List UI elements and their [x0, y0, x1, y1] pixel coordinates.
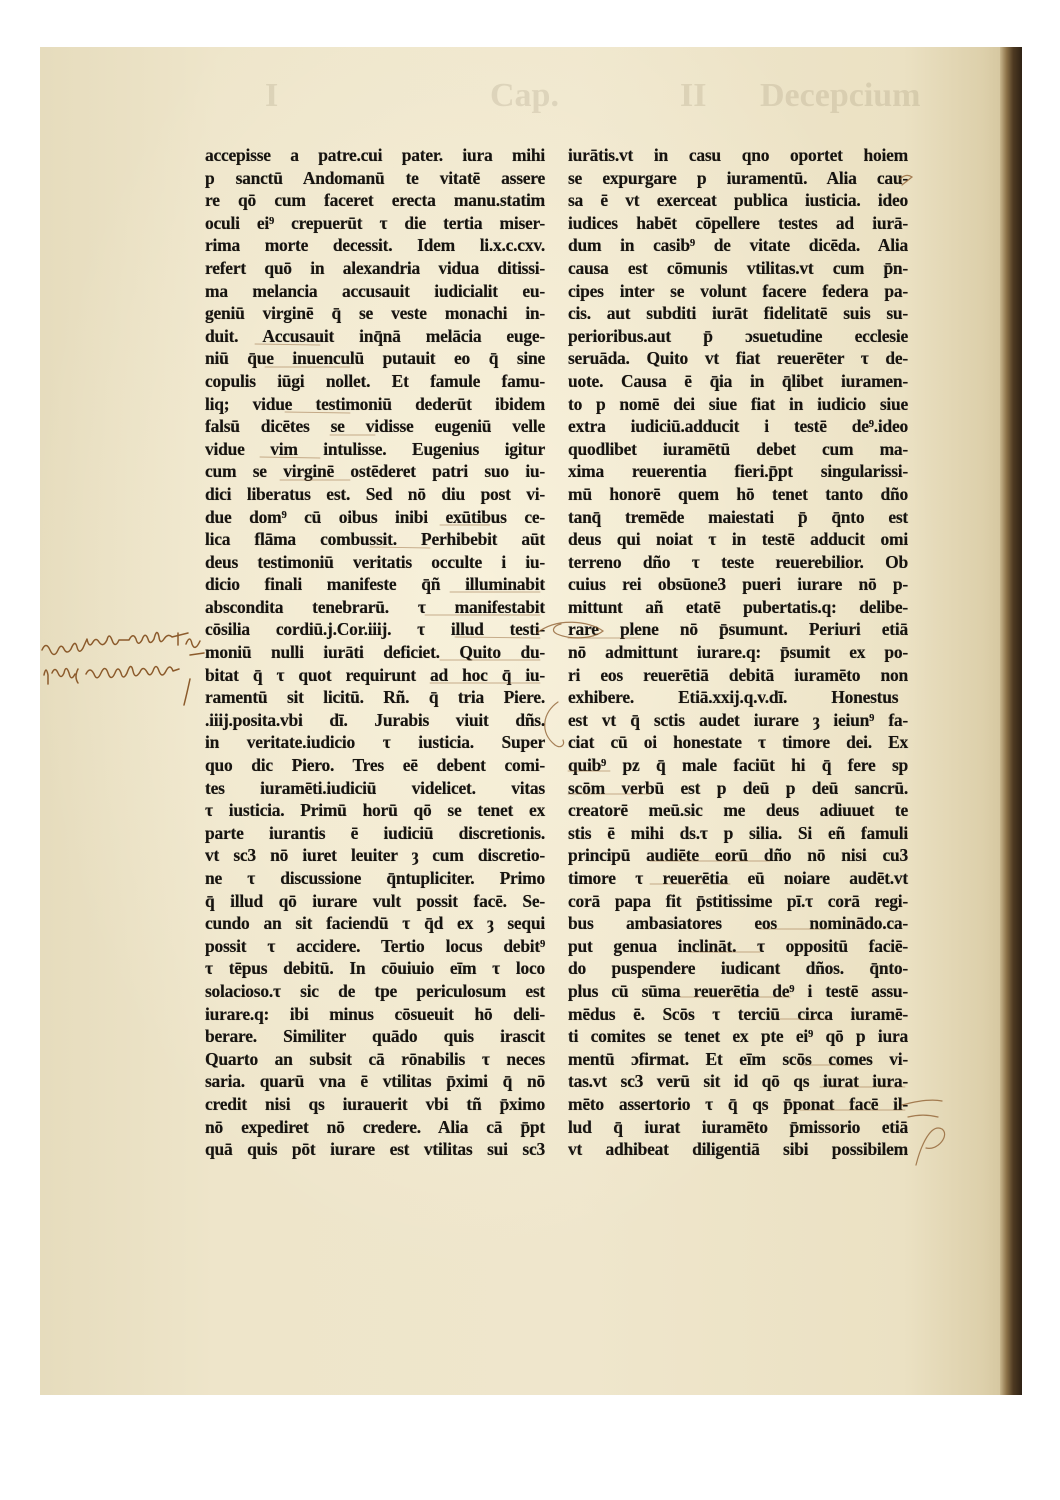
text-line [205, 754, 545, 777]
text-line [568, 234, 908, 257]
line-text: berare. Similiter quādo quis irascit [205, 1026, 545, 1047]
line-text: Quarto an subsit cā rōnabilis τ neces [205, 1048, 545, 1069]
line-text: plus cū sūma reuerētia de⁹ i testē assu- [568, 980, 908, 1001]
line-text: rima morte decessit. Idem li.x.c.cxv. [205, 235, 545, 256]
text-line [568, 1070, 908, 1093]
line-text: to p nomē dei siue fiat in iudicio siue [568, 393, 908, 414]
line-text: geniū virginē q̄ se veste monachi in- [205, 303, 545, 324]
text-line [205, 302, 545, 325]
text-line [568, 212, 908, 235]
text-line [568, 1138, 908, 1161]
line-text: duit. Accusauit inq̄nā melācia euge- [205, 325, 545, 346]
line-text: vt sc3 nō iuret leuiter ȝ cum discretio- [205, 845, 545, 866]
text-line [568, 573, 908, 596]
text-line [205, 731, 545, 754]
line-text: principū audiēte eorū dño nō nisi cu3 [568, 845, 908, 866]
text-line [205, 573, 545, 596]
text-line [568, 980, 908, 1003]
text-line [568, 528, 908, 551]
line-text: timore τ reuerētia eū noiare audēt.vt [568, 868, 908, 888]
text-line [205, 641, 545, 664]
line-text: nō expediret nō credere. Alia cā p̄pt [205, 1116, 545, 1137]
line-text: ciat cū oi honestate τ timore dei. Ex [568, 732, 908, 753]
text-line [205, 167, 545, 190]
line-text: ramentū sit licitū. Rñ. q̄ tria Piere. [205, 687, 545, 708]
book-page [40, 47, 1022, 1395]
text-line [205, 257, 545, 280]
line-text: tanq̄ tremēde maiestati p̄ q̄nto est [568, 506, 908, 527]
line-text: niū q̄ue inuenculū putauit eo q̄ sine [205, 348, 545, 369]
text-line [205, 980, 545, 1003]
line-text: dici liberatus est. Sed nō diu post vi- [205, 483, 545, 504]
line-text: uote. Causa ē q̄ia in q̄libet iuramen- [568, 370, 908, 391]
text-line [568, 777, 908, 800]
line-text: dicio finali manifeste q̄ñ illuminabit [205, 574, 545, 595]
text-line [568, 370, 908, 393]
running-head-showthrough: Cap. [490, 77, 559, 114]
line-text: τ iusticia. Primū horū qō se tenet ex [205, 800, 545, 821]
left-text-column [205, 144, 545, 1161]
line-text: due dom⁹ cū oibus inibi exūtibus ce- [205, 506, 545, 527]
text-line [568, 144, 908, 167]
text-line [568, 551, 908, 574]
line-text: put genua inclināt. τ oppositū faciē- [568, 935, 908, 956]
line-text: cōsilia cordiū.j.Cor.iiij. τ illud testi- [205, 619, 545, 640]
text-line [205, 596, 545, 619]
text-line [205, 686, 545, 709]
text-line [205, 280, 545, 303]
text-line [205, 1093, 545, 1116]
line-text: tes iuramēti.iudiciū videlicet. vitas [205, 777, 545, 798]
text-line [205, 234, 545, 257]
line-text: scōm verbū est p deū p deū sancrū. [568, 777, 908, 798]
running-head-showthrough: Decepcium [760, 77, 921, 114]
line-text: falsū dicētes se vidisse eugeniū velle [205, 416, 545, 437]
text-line [568, 460, 908, 483]
line-text: iurare.q: ibi minus cōsueuit hō deli- [205, 1003, 545, 1024]
line-text: terreno dño τ teste reuerebilior. Ob [568, 551, 908, 572]
text-line [205, 890, 545, 913]
text-line [568, 415, 908, 438]
text-line [568, 1048, 908, 1071]
line-text: ti comites se tenet ex pte ei⁹ qō p iura [568, 1026, 908, 1047]
text-line [568, 393, 908, 416]
line-text: lud q̄ iurat iuramēto p̄missorio etiā [568, 1116, 908, 1137]
line-text: exhibere. Etiā.xxij.q.v.dī. Honestus [568, 687, 899, 708]
line-text: nō admittunt iurare.q: p̄sumit ex po- [568, 642, 908, 663]
text-line [205, 483, 545, 506]
line-text: perioribus.aut p̄ ɔsuetudine ecclesie [568, 325, 908, 346]
text-line [568, 664, 908, 687]
text-line [568, 822, 908, 845]
text-line [205, 618, 545, 641]
text-line [205, 709, 545, 732]
text-line [205, 1025, 545, 1048]
marginal-annotation [42, 632, 204, 705]
text-line [568, 1025, 908, 1048]
text-line [568, 890, 908, 913]
line-text: iudices habēt cōpellere testes ad iurā- [568, 212, 908, 233]
text-line [205, 212, 545, 235]
line-text: ne τ discussione q̄ntupliciter. Primo [205, 868, 545, 888]
text-line [568, 189, 908, 212]
text-line [205, 415, 545, 438]
line-text: τ tēpus debitū. In cōuiuio eīm τ loco [205, 958, 545, 979]
text-line [205, 867, 545, 890]
text-line [568, 325, 908, 348]
line-text: ri eos reuerētiā debitā iuramēto non [568, 664, 908, 685]
line-text: possit τ accidere. Tertio locus debit⁹ [205, 935, 545, 956]
line-text: iurātis.vt in casu qno oportet hoiem [568, 145, 908, 165]
text-line [568, 280, 908, 303]
text-line [205, 325, 545, 348]
line-text: p sanctū Andomanū te vitatē assere [205, 167, 545, 188]
line-text: parte iurantis ē iudiciū discretionis. [205, 822, 545, 843]
text-line [205, 822, 545, 845]
line-text: quodlibet iuramētū debet cum ma- [568, 438, 908, 459]
line-text: cipes inter se volunt facere federa pa- [568, 280, 908, 301]
line-text: seruāda. Quito vt fiat reuerēter τ de- [568, 348, 908, 369]
text-line [205, 844, 545, 867]
line-text: ma melancia accusauit iudicialit eu- [205, 280, 545, 301]
line-text: refert quō in alexandria vidua ditissi- [205, 257, 545, 278]
line-text: do puspendere iudicant dños. q̄nto- [568, 958, 908, 979]
line-text: quo dic Piero. Tres eē debent comi- [205, 755, 545, 776]
text-line [568, 302, 908, 325]
line-text: bitat q̄ τ quot requirunt ad hoc q̄ iu- [205, 664, 545, 685]
text-line [205, 799, 545, 822]
line-text: moniū nulli iurāti deficiet. Quito du- [205, 642, 545, 663]
line-text: abscondita tenebrarū. τ manifestabit [205, 596, 545, 617]
line-text: deus testimoniū veritatis occulte i iu- [205, 551, 545, 572]
text-line [568, 257, 908, 280]
line-text: deus qui noiat τ in testē adducit omi [568, 529, 908, 550]
line-text: cuius rei obsūone3 pueri iurare nō p- [568, 574, 908, 595]
text-line [205, 957, 545, 980]
right-text-column [568, 144, 908, 1161]
line-text: re qō cum faceret erecta manu.statim [205, 190, 545, 211]
text-line [205, 935, 545, 958]
text-line [205, 438, 545, 461]
line-text: tas.vt sc3 verū sit id qō qs iurat iura- [568, 1071, 908, 1092]
line-text: est vt q̄ sctis audet iurare ȝ ieiun⁹ fa- [568, 709, 908, 730]
text-line [568, 483, 908, 506]
line-text: cundo an sit faciendū τ q̄d ex ȝ sequi [205, 913, 545, 934]
line-text: corā papa fit p̄stitissime pī.τ corā regi- [568, 890, 908, 911]
text-line [568, 618, 908, 641]
line-text: lica flāma combussit. Perhibebit aūt [205, 529, 545, 550]
text-line [568, 1093, 908, 1116]
line-text: copulis iūgi nollet. Et famule famu- [205, 370, 545, 391]
running-head-showthrough: I [265, 77, 279, 114]
text-line [568, 506, 908, 529]
line-text: mēto assertorio τ q̄ qs p̄ponat facē il- [568, 1093, 908, 1114]
text-line [205, 144, 545, 167]
text-line [568, 935, 908, 958]
binding-edge [1000, 47, 1022, 1395]
line-text: quib⁹ pz q̄ male faciūt hi q̄ fere sp [568, 755, 908, 776]
line-text: bus ambasiatores eos nominādo.ca- [568, 913, 908, 934]
line-text: dum in casib⁹ de vitate dicēda. Alia [568, 235, 908, 256]
line-text: vidue vim intulisse. Eugenius igitur [205, 438, 545, 459]
text-line [205, 777, 545, 800]
text-line [568, 799, 908, 822]
line-text: .iiij.posita.vbi dī. Jurabis viuit dñs. [205, 709, 545, 730]
line-text: cis. aut subditi iurāt fidelitatē suis su- [568, 303, 908, 324]
text-line [205, 1116, 545, 1139]
line-text: cum se virginē ostēderet patri suo iu- [205, 461, 545, 482]
line-text: saria. quarū vna ē vtilitas p̄ximi q̄ nō [205, 1071, 545, 1092]
text-line [205, 1003, 545, 1026]
line-text: vt adhibeat diligentiā sibi possibilem [568, 1139, 908, 1160]
line-text: causa est cōmunis vtilitas.vt cum p̄n- [568, 257, 908, 278]
text-line [205, 506, 545, 529]
text-line [568, 844, 908, 867]
text-line [205, 189, 545, 212]
line-text: credit nisi qs iurauerit vbi tñ p̄ximo [205, 1093, 545, 1114]
line-text: xima reuerentia fieri.p̄pt singularissi- [568, 461, 908, 482]
line-text: creatorē meū.sic me deus adiuuet te [568, 800, 908, 821]
text-line [205, 664, 545, 687]
text-line [568, 438, 908, 461]
text-line [568, 1116, 908, 1139]
text-line [205, 347, 545, 370]
text-line [205, 1070, 545, 1093]
text-line [568, 912, 908, 935]
line-text: in veritate.iudicio τ iusticia. Super [205, 732, 545, 753]
line-text: mittunt añ etatē pubertatis.q: delibe- [568, 596, 908, 617]
text-line [568, 641, 908, 664]
line-text: extra iudiciū.adducit i testē de⁹.ideo [568, 416, 908, 437]
running-head-showthrough: II [680, 77, 707, 114]
text-line [568, 731, 908, 754]
text-line [205, 912, 545, 935]
line-text: q̄ illud qō iurare vult possit facē. Se- [205, 890, 545, 911]
text-line [205, 460, 545, 483]
text-line [568, 754, 908, 777]
text-line [568, 596, 908, 619]
text-line [568, 867, 908, 890]
line-text: accepisse a patre.cui pater. iura mihi [205, 145, 545, 165]
line-text: solacioso.τ sic de tpe periculosum est [205, 980, 545, 1001]
text-line [568, 167, 908, 190]
text-line [568, 709, 908, 732]
line-text: stis ē mihi ds.τ p silia. Si eñ famuli [568, 822, 908, 843]
text-line [568, 1003, 908, 1026]
text-line [568, 957, 908, 980]
text-line [205, 551, 545, 574]
line-text: liq; vidue testimoniū dederūt ibidem [205, 393, 545, 414]
text-line [205, 393, 545, 416]
line-text: mēdus ē. Scōs τ terciū circa iuramē- [568, 1003, 908, 1024]
line-text: oculi ei⁹ crepuerūt τ die tertia miser- [205, 212, 545, 233]
line-text: mū honorē quem hō tenet tanto dño [568, 483, 908, 504]
line-text: rare plene nō p̄sumunt. Periuri etiā [568, 619, 908, 640]
line-text: mentū ɔfirmat. Et eīm scōs comes vi- [568, 1048, 908, 1069]
line-text: se expurgare p iuramentū. Alia cau- [568, 167, 908, 188]
text-line [205, 1138, 545, 1161]
text-line [205, 528, 545, 551]
text-line [568, 686, 908, 709]
text-line [568, 347, 908, 370]
line-text: quā quis pōt iurare est vtilitas sui sc3 [205, 1139, 545, 1160]
text-line [205, 1048, 545, 1071]
text-line [205, 370, 545, 393]
line-text: sa ē vt exerceat publica iusticia. ideo [568, 190, 908, 211]
